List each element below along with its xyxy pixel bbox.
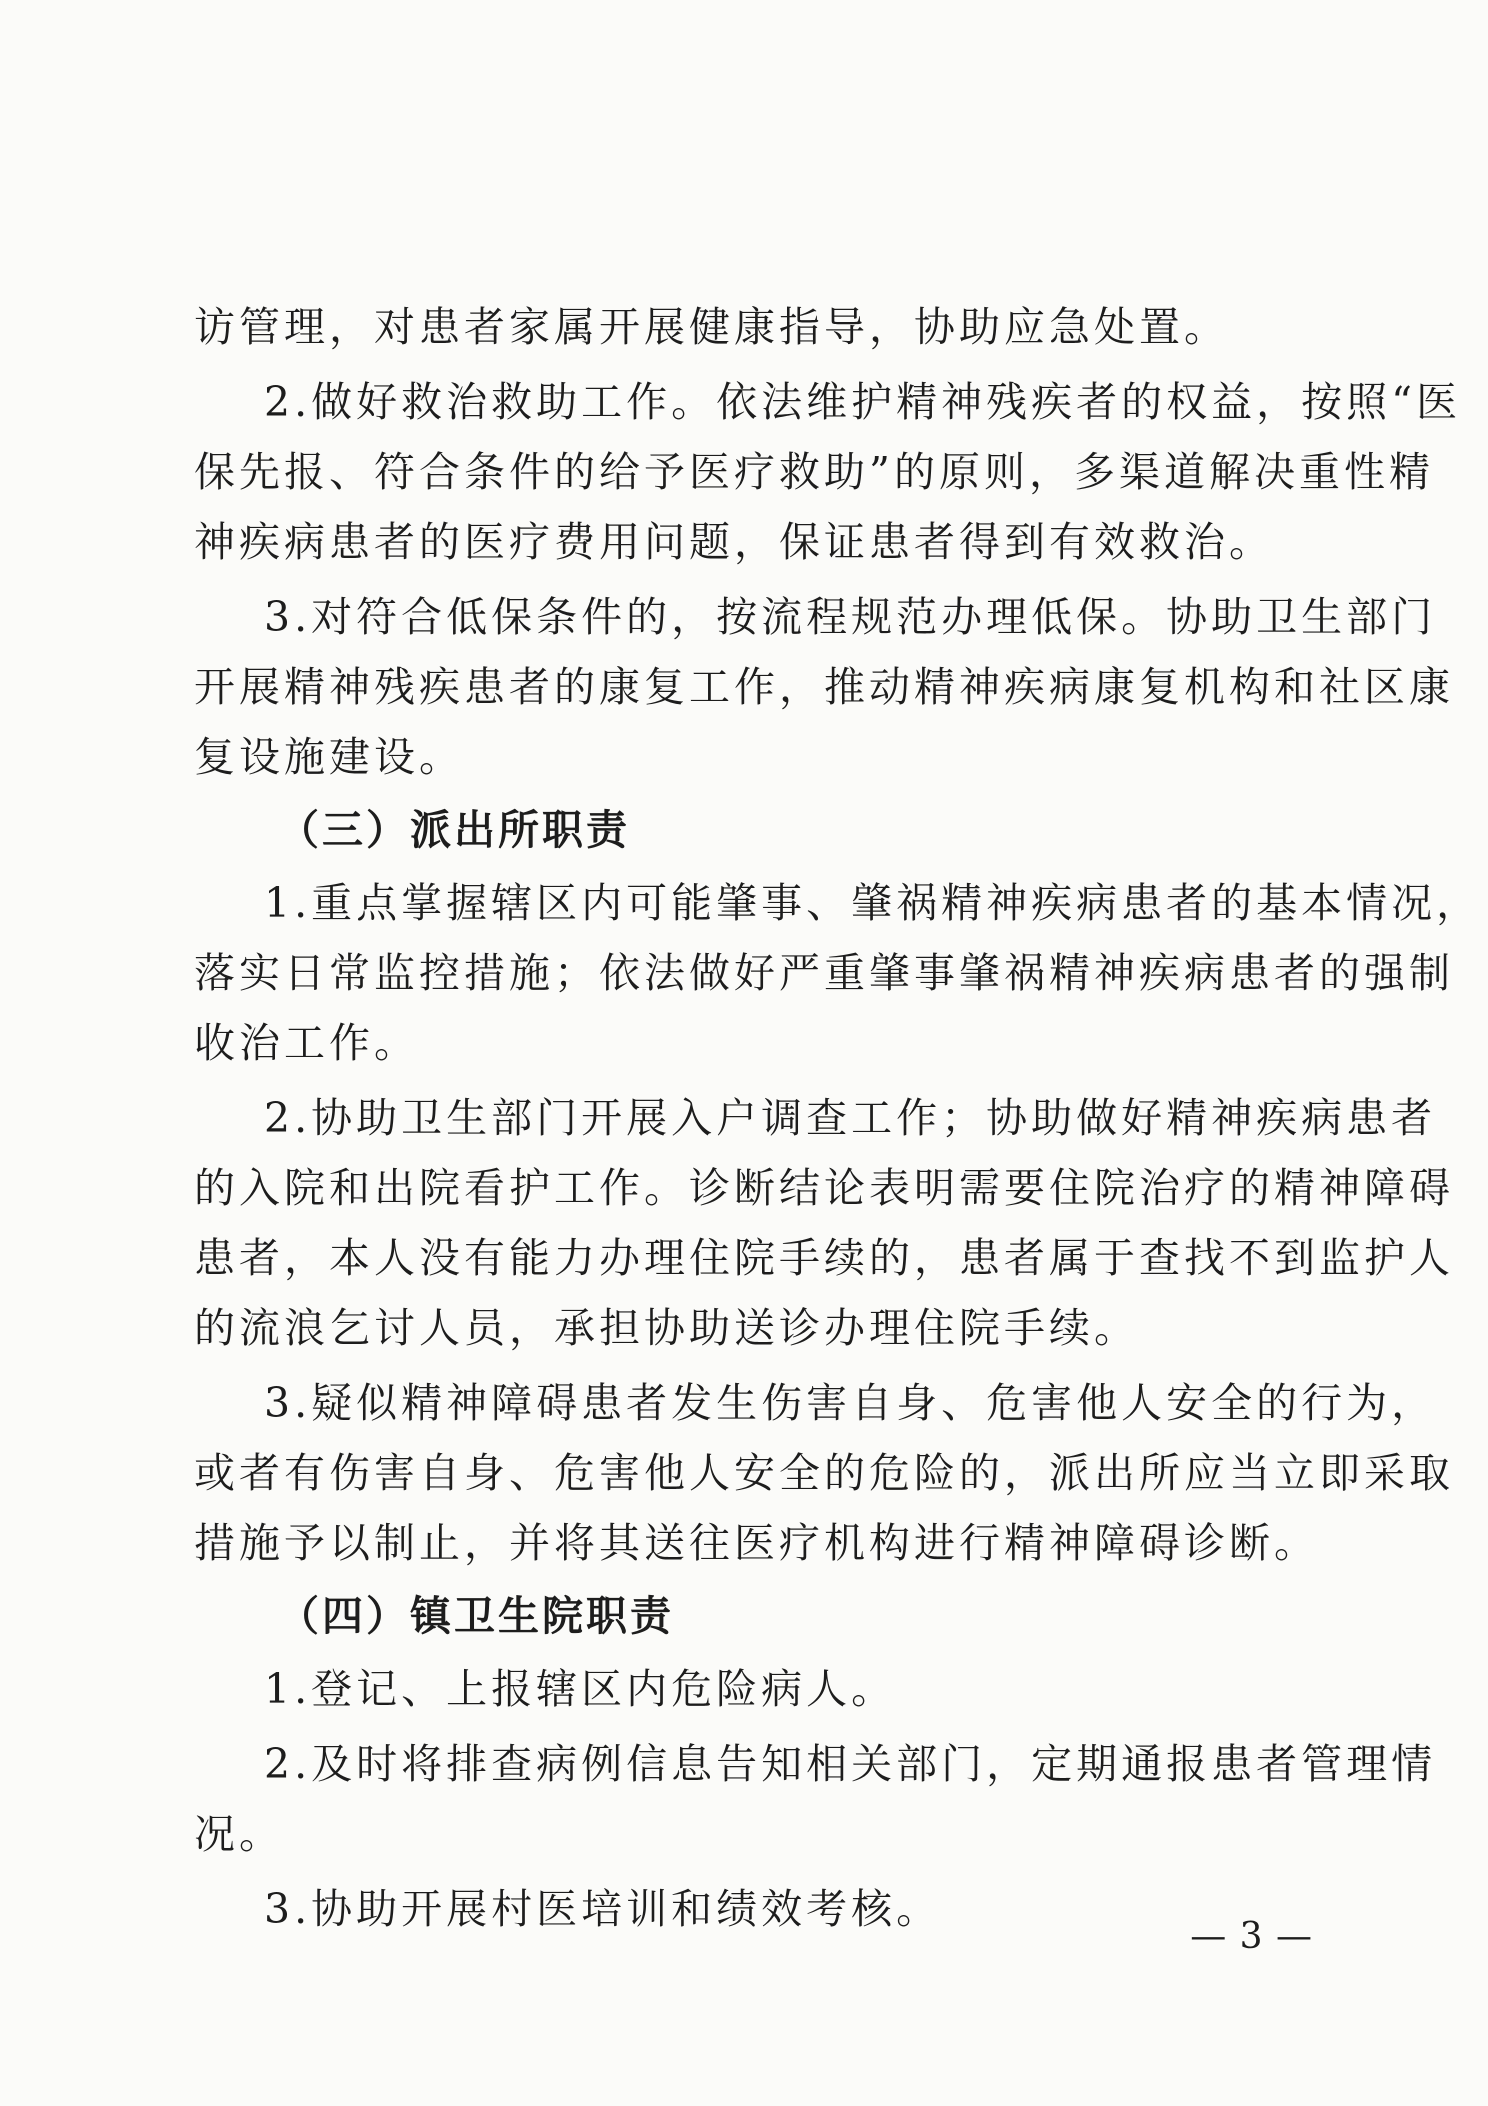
paragraph-line: 2.协助卫生部门开展入户调查工作；协助做好精神疾病患者: [264, 1094, 1437, 1142]
paragraph-line: 况。: [194, 1810, 284, 1858]
paragraph-line: 2.做好救治救助工作。依法维护精神残疾者的权益，按照“医: [264, 378, 1462, 426]
paragraph-line: 落实日常监控措施；依法做好严重肇事肇祸精神疾病患者的强制: [194, 949, 1454, 997]
paragraph-line: 3.协助开展村医培训和绩效考核。: [264, 1885, 942, 1933]
paragraph-line: 3.对符合低保条件的，按流程规范办理低保。协助卫生部门: [264, 593, 1437, 641]
paragraph-line: 2.及时将排查病例信息告知相关部门，定期通报患者管理情: [264, 1740, 1437, 1788]
paragraph-line: 的入院和出院看护工作。诊断结论表明需要住院治疗的精神障碍: [194, 1164, 1454, 1212]
section-heading: （四）镇卫生院职责: [278, 1592, 674, 1640]
paragraph-line: 复设施建设。: [194, 733, 464, 781]
paragraph-line: 的流浪乞讨人员，承担协助送诊办理住院手续。: [194, 1304, 1139, 1352]
paragraph-line: 3.疑似精神障碍患者发生伤害自身、危害他人安全的行为，: [264, 1379, 1437, 1427]
page-number: — 3 —: [1190, 1916, 1313, 1957]
paragraph-line: 1.重点掌握辖区内可能肇事、肇祸精神疾病患者的基本情况，: [264, 879, 1482, 927]
paragraph-line: 神疾病患者的医疗费用问题，保证患者得到有效救治。: [194, 518, 1274, 566]
paragraph-line: 保先报、符合条件的给予医疗救助”的原则，多渠道解决重性精: [194, 448, 1434, 496]
paragraph-line: 或者有伤害自身、危害他人安全的危险的，派出所应当立即采取: [194, 1449, 1454, 1497]
paragraph-line: 收治工作。: [194, 1019, 419, 1067]
paragraph-line: 1.登记、上报辖区内危险病人。: [264, 1665, 897, 1713]
paragraph-line: 访管理，对患者家属开展健康指导，协助应急处置。: [194, 303, 1229, 351]
paragraph-line: 措施予以制止，并将其送往医疗机构进行精神障碍诊断。: [194, 1519, 1319, 1567]
paragraph-line: 患者，本人没有能力办理住院手续的，患者属于查找不到监护人: [194, 1234, 1454, 1282]
paragraph-line: 开展精神残疾患者的康复工作，推动精神疾病康复机构和社区康: [194, 663, 1454, 711]
section-heading: （三）派出所职责: [278, 806, 630, 854]
